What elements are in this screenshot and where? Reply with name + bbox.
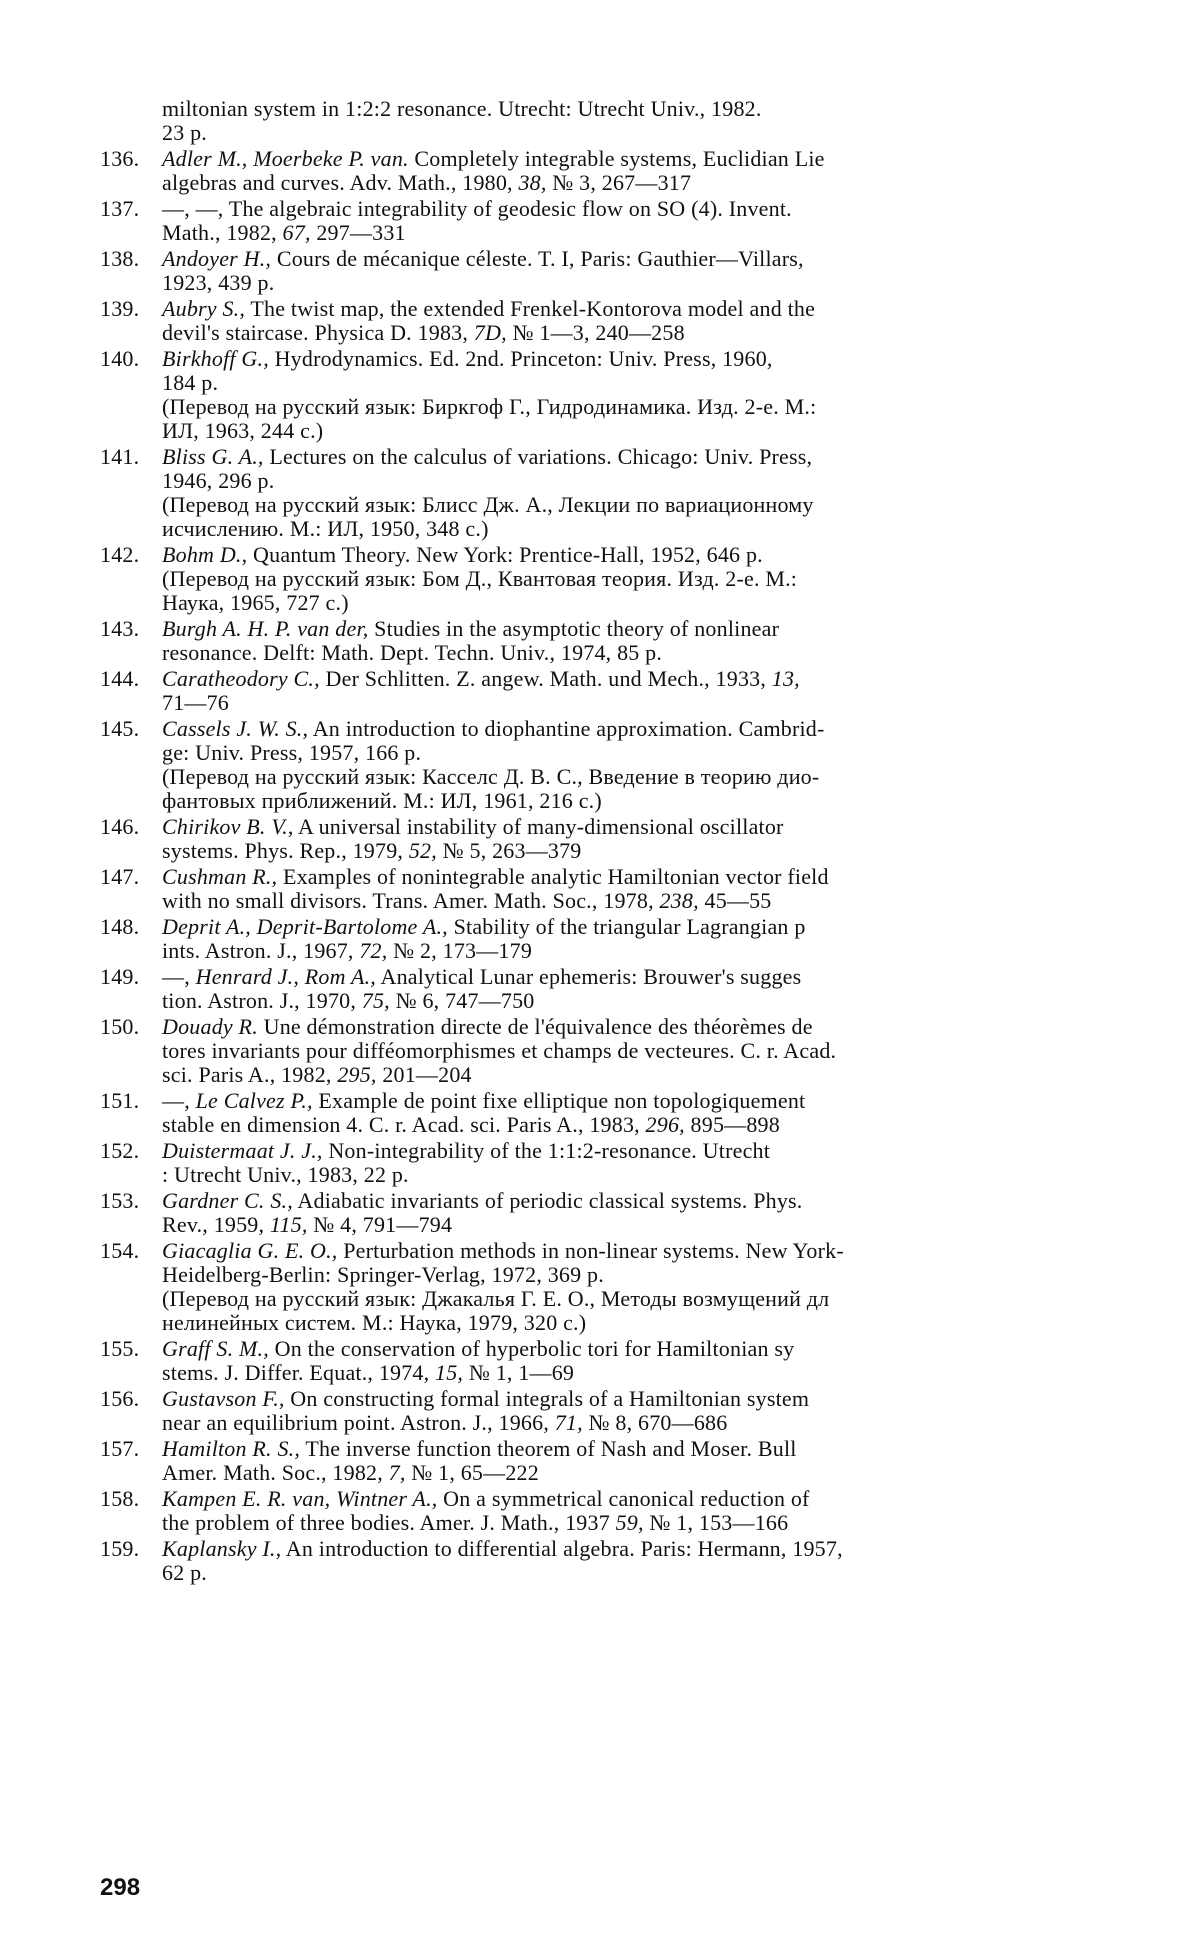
italic-text: Douady R. [162, 1014, 258, 1039]
entry-line [162, 297, 1130, 321]
entry-line [162, 1213, 1130, 1237]
entry-line [162, 469, 1130, 493]
entry-text: stems. J. Differ. Equat., 1974, [162, 1360, 435, 1385]
bibliography-entry [100, 915, 1130, 963]
entry-line [162, 815, 1130, 839]
entry-text: An introduction to diophantine approximation. Cambrid- [308, 716, 824, 741]
entry-text: ints. Astron. J., 1967, [162, 938, 359, 963]
italic-text: 13, [772, 666, 800, 691]
entry-line [162, 1263, 1130, 1287]
italic-text: Duistermaat J. J., [162, 1138, 323, 1163]
entry-line [162, 965, 1130, 989]
entry-text: № 2, 173—179 [387, 938, 532, 963]
entry-text: (Перевод на русский язык: Блисс Дж. А., Лекции по вариационному [162, 492, 814, 517]
italic-text: Henrard J., Rom A., [196, 964, 376, 989]
entry-text: resonance. Delft: Math. Dept. Techn. Univ., 1974, 85 p. [162, 640, 662, 665]
entry-line [162, 445, 1130, 469]
entry-number: 136. [100, 147, 156, 171]
entry-line [162, 247, 1130, 271]
entry-line [162, 789, 1130, 813]
entry-line [162, 1089, 1130, 1113]
italic-text: 296, [646, 1112, 685, 1137]
entry-text: (Перевод на русский язык: Касселс Д. В. С., Введение в теорию дио- [162, 764, 819, 789]
bibliography-entry [100, 965, 1130, 1013]
entry-line [162, 765, 1130, 789]
bibliography-entry [100, 1537, 1130, 1585]
entry-text: Stability of the triangular Lagrangian p [448, 914, 806, 939]
entry-text: 23 p. [162, 120, 207, 145]
entry-line [162, 1537, 1130, 1561]
entry-line [162, 1561, 1130, 1585]
entry-line [162, 493, 1130, 517]
entry-line [162, 641, 1130, 665]
entry-text: Amer. Math. Soc., 1982, [162, 1460, 389, 1485]
entry-text: Completely integrable systems, Euclidian Lie [409, 146, 825, 171]
bibliography-list [100, 97, 1130, 1587]
entry-text: : Utrecht Univ., 1983, 22 p. [162, 1162, 409, 1187]
bibliography-entry [100, 815, 1130, 863]
bibliography-entry [100, 543, 1130, 615]
entry-line [162, 667, 1130, 691]
entry-text: tores invariants pour difféomorphismes et champs de vecteures. C. r. Acad. [162, 1038, 836, 1063]
entry-text: Quantum Theory. New York: Prentice-Hall, 1952, 646 p. [247, 542, 763, 567]
entry-number: 153. [100, 1189, 156, 1213]
italic-text: Kaplansky I., [162, 1536, 281, 1561]
entry-line [162, 1361, 1130, 1385]
italic-text: Kampen E. R. van, Wintner A., [162, 1486, 437, 1511]
entry-text: devil's staircase. Physica D. 1983, [162, 320, 474, 345]
entry-line [162, 1487, 1130, 1511]
entry-line [162, 865, 1130, 889]
italic-text: 115, [270, 1212, 308, 1237]
bibliography-entry [100, 197, 1130, 245]
entry-text: sci. Paris A., 1982, [162, 1062, 337, 1087]
entry-line [162, 321, 1130, 345]
entry-line [162, 543, 1130, 567]
italic-text: 7D, [474, 320, 507, 345]
entry-text: near an equilibrium point. Astron. J., 1966, [162, 1410, 555, 1435]
entry-line [162, 121, 1130, 145]
entry-text: 45—55 [699, 888, 772, 913]
italic-text: Deprit A., Deprit-Bartolome A., [162, 914, 448, 939]
bibliography-entry [100, 1089, 1130, 1137]
italic-text: Andoyer H., [162, 246, 271, 271]
entry-line [162, 147, 1130, 171]
entry-number: 154. [100, 1239, 156, 1263]
entry-line [162, 1511, 1130, 1535]
entry-text: Rev., 1959, [162, 1212, 270, 1237]
entry-text: 1946, 296 p. [162, 468, 274, 493]
italic-text: 238, [659, 888, 698, 913]
entry-text: исчислению. М.: ИЛ, 1950, 348 с.) [162, 516, 489, 541]
entry-line [162, 889, 1130, 913]
entry-text: Analytical Lunar ephemeris: Brouwer's sugges [376, 964, 801, 989]
entry-line [162, 1039, 1130, 1063]
entry-number: 149. [100, 965, 156, 989]
entry-text: Math., 1982, [162, 220, 283, 245]
bibliography-entry [100, 717, 1130, 813]
entry-line [162, 691, 1130, 715]
entry-line [162, 1163, 1130, 1187]
entry-line [162, 1287, 1130, 1311]
entry-number: 138. [100, 247, 156, 271]
bibliography-entry [100, 147, 1130, 195]
bibliography-entry [100, 1189, 1130, 1237]
italic-text: 71, [555, 1410, 583, 1435]
bibliography-entry [100, 1487, 1130, 1535]
entry-number: 140. [100, 347, 156, 371]
page-number: 298 [100, 1874, 140, 1902]
entry-text: 895—898 [685, 1112, 780, 1137]
entry-number: 142. [100, 543, 156, 567]
entry-text: Adiabatic invariants of periodic classical systems. Phys. [293, 1188, 803, 1213]
entry-text: A universal instability of many-dimensional oscillator [294, 814, 784, 839]
entry-line [162, 97, 1130, 121]
entry-line [162, 989, 1130, 1013]
entry-text: 71—76 [162, 690, 229, 715]
entry-number: 156. [100, 1387, 156, 1411]
entry-text: № 8, 670—686 [583, 1410, 728, 1435]
entry-text: № 1, 65—222 [406, 1460, 539, 1485]
entry-text: ИЛ, 1963, 244 с.) [162, 418, 323, 443]
entry-text: 184 p. [162, 370, 218, 395]
entry-text: № 1, 153—166 [644, 1510, 789, 1535]
entry-number: 159. [100, 1537, 156, 1561]
entry-text: 201—204 [377, 1062, 472, 1087]
italic-text: 15, [435, 1360, 463, 1385]
italic-text: Gustavson F., [162, 1386, 285, 1411]
italic-text: Chirikov B. V., [162, 814, 294, 839]
entry-line [162, 1337, 1130, 1361]
bibliography-entry [100, 865, 1130, 913]
entry-line [162, 1239, 1130, 1263]
entry-number: 147. [100, 865, 156, 889]
bibliography-entry [100, 1437, 1130, 1485]
italic-text: Cushman R., [162, 864, 277, 889]
entry-line [162, 221, 1130, 245]
entry-text: (Перевод на русский язык: Бом Д., Квантовая теория. Изд. 2-е. М.: [162, 566, 797, 591]
entry-line [162, 419, 1130, 443]
entry-number: 141. [100, 445, 156, 469]
bibliography-entry [100, 347, 1130, 443]
entry-line [162, 171, 1130, 195]
bibliography-entry [100, 1239, 1130, 1335]
entry-line [162, 517, 1130, 541]
italic-text: 75, [362, 988, 390, 1013]
entry-text: нелинейных систем. М.: Наука, 1979, 320 с.) [162, 1310, 586, 1335]
entry-text: The twist map, the extended Frenkel-Kontorova model and the [245, 296, 815, 321]
italic-text: Graff S. M., [162, 1336, 269, 1361]
entry-line [162, 197, 1130, 221]
entry-number: 144. [100, 667, 156, 691]
bibliography-entry [100, 1337, 1130, 1385]
italic-text: Gardner C. S., [162, 1188, 293, 1213]
entry-text: Non-integrability of the 1:1:2-resonance. Utrecht [323, 1138, 770, 1163]
entry-line [162, 617, 1130, 641]
entry-text: Der Schlitten. Z. angew. Math. und Mech., 1933, [320, 666, 772, 691]
italic-text: Birkhoff G., [162, 346, 269, 371]
bibliography-entry [100, 445, 1130, 541]
entry-line [162, 591, 1130, 615]
entry-line [162, 567, 1130, 591]
italic-text: 67, [283, 220, 311, 245]
entry-text: № 1—3, 240—258 [507, 320, 685, 345]
entry-text: (Перевод на русский язык: Джакалья Г. Е. О., Методы возмущений дл [162, 1286, 829, 1311]
entry-line [162, 1015, 1130, 1039]
entry-line [162, 1461, 1130, 1485]
italic-text: 295, [337, 1062, 376, 1087]
entry-line [162, 1113, 1130, 1137]
entry-text: Une démonstration directe de l'équivalence des théorèmes de [258, 1014, 813, 1039]
entry-text: 1923, 439 p. [162, 270, 274, 295]
bibliography-entry [100, 617, 1130, 665]
entry-line [162, 395, 1130, 419]
bibliography-entry [100, 1015, 1130, 1087]
entry-number: 148. [100, 915, 156, 939]
entry-text: Наука, 1965, 727 с.) [162, 590, 349, 615]
entry-text: фантовых приближений. М.: ИЛ, 1961, 216 с.) [162, 788, 602, 813]
entry-text: An introduction to differential algebra. Paris: Hermann, 1957, [281, 1536, 842, 1561]
italic-text: Giacaglia G. E. O., [162, 1238, 338, 1263]
entry-line [162, 1139, 1130, 1163]
italic-text: Caratheodory C., [162, 666, 320, 691]
entry-number: 152. [100, 1139, 156, 1163]
entry-line [162, 1063, 1130, 1087]
entry-text: —, [162, 1088, 196, 1113]
entry-text: № 3, 267—317 [547, 170, 692, 195]
entry-number: 137. [100, 197, 156, 221]
entry-line [162, 1411, 1130, 1435]
italic-text: 38, [518, 170, 546, 195]
bibliography-entry [100, 247, 1130, 295]
entry-text: Heidelberg-Berlin: Springer-Verlag, 1972, 369 p. [162, 1262, 604, 1287]
entry-text: —, [162, 964, 196, 989]
entry-text: On constructing formal integrals of a Hamiltonian system [285, 1386, 810, 1411]
entry-text: (Перевод на русский язык: Биркгоф Г., Гидродинамика. Изд. 2-е. М.: [162, 394, 816, 419]
entry-line [162, 839, 1130, 863]
italic-text: 7, [389, 1460, 406, 1485]
entry-line [162, 1387, 1130, 1411]
entry-number: 155. [100, 1337, 156, 1361]
entry-line [162, 371, 1130, 395]
entry-text: Examples of nonintegrable analytic Hamiltonian vector field [277, 864, 828, 889]
entry-line [162, 717, 1130, 741]
entry-text: stable en dimension 4. C. r. Acad. sci. Paris A., 1983, [162, 1112, 646, 1137]
italic-text: Bohm D., [162, 542, 247, 567]
entry-number: 157. [100, 1437, 156, 1461]
entry-text: tion. Astron. J., 1970, [162, 988, 362, 1013]
bibliography-entry [100, 1387, 1130, 1435]
entry-text: № 4, 791—794 [308, 1212, 453, 1237]
entry-line [162, 1437, 1130, 1461]
entry-text: On the conservation of hyperbolic tori for Hamiltonian sy [269, 1336, 794, 1361]
entry-text: Lectures on the calculus of variations. Chicago: Univ. Press, [264, 444, 813, 469]
entry-text: № 1, 1—69 [463, 1360, 574, 1385]
italic-text: Le Calvez P., [196, 1088, 313, 1113]
italic-text: 59, [616, 1510, 644, 1535]
entry-text: ge: Univ. Press, 1957, 166 p. [162, 740, 421, 765]
entry-text: № 6, 747—750 [390, 988, 535, 1013]
entry-text: with no small divisors. Trans. Amer. Math. Soc., 1978, [162, 888, 659, 913]
entry-text: Hydrodynamics. Ed. 2nd. Princeton: Univ. Press, 1960, [269, 346, 773, 371]
italic-text: 52, [409, 838, 437, 863]
entry-number: 146. [100, 815, 156, 839]
italic-text: Burgh A. H. P. van der, [162, 616, 368, 641]
entry-number: 143. [100, 617, 156, 641]
entry-text: 297—331 [311, 220, 406, 245]
entry-line [162, 915, 1130, 939]
bibliography-entry [100, 1139, 1130, 1187]
entry-line [162, 939, 1130, 963]
entry-number: 158. [100, 1487, 156, 1511]
entry-number: 150. [100, 1015, 156, 1039]
bibliography-entry [100, 667, 1130, 715]
entry-text: Example de point fixe elliptique non topologiquement [313, 1088, 806, 1113]
italic-text: 72, [359, 938, 387, 963]
entry-text: systems. Phys. Rep., 1979, [162, 838, 409, 863]
entry-number: 139. [100, 297, 156, 321]
entry-text: On a symmetrical canonical reduction of [437, 1486, 809, 1511]
italic-text: Adler M., Moerbeke P. van. [162, 146, 409, 171]
entry-text: —, —, The algebraic integrability of geodesic flow on SO (4). Invent. [162, 196, 792, 221]
entry-line [162, 271, 1130, 295]
entry-text: № 5, 263—379 [437, 838, 582, 863]
entry-line [162, 741, 1130, 765]
book-page [0, 0, 1200, 1940]
italic-text: Cassels J. W. S., [162, 716, 308, 741]
bibliography-entry [100, 97, 1130, 145]
entry-text: Studies in the asymptotic theory of nonlinear [368, 616, 779, 641]
entry-text: Perturbation methods in non-linear systems. New York- [338, 1238, 844, 1263]
bibliography-entry [100, 297, 1130, 345]
entry-text: miltonian system in 1:2:2 resonance. Utrecht: Utrecht Univ., 1982. [162, 96, 762, 121]
entry-text: The inverse function theorem of Nash and Moser. Bull [300, 1436, 797, 1461]
italic-text: Aubry S., [162, 296, 245, 321]
entry-text: 62 p. [162, 1560, 207, 1585]
entry-number: 145. [100, 717, 156, 741]
entry-line [162, 1311, 1130, 1335]
italic-text: Hamilton R. S., [162, 1436, 300, 1461]
entry-line [162, 347, 1130, 371]
entry-text: Cours de mécanique céleste. T. I, Paris: Gauthier—Villars, [271, 246, 804, 271]
entry-line [162, 1189, 1130, 1213]
entry-text: the problem of three bodies. Amer. J. Math., 1937 [162, 1510, 616, 1535]
italic-text: Bliss G. A., [162, 444, 264, 469]
entry-number: 151. [100, 1089, 156, 1113]
entry-text: algebras and curves. Adv. Math., 1980, [162, 170, 518, 195]
